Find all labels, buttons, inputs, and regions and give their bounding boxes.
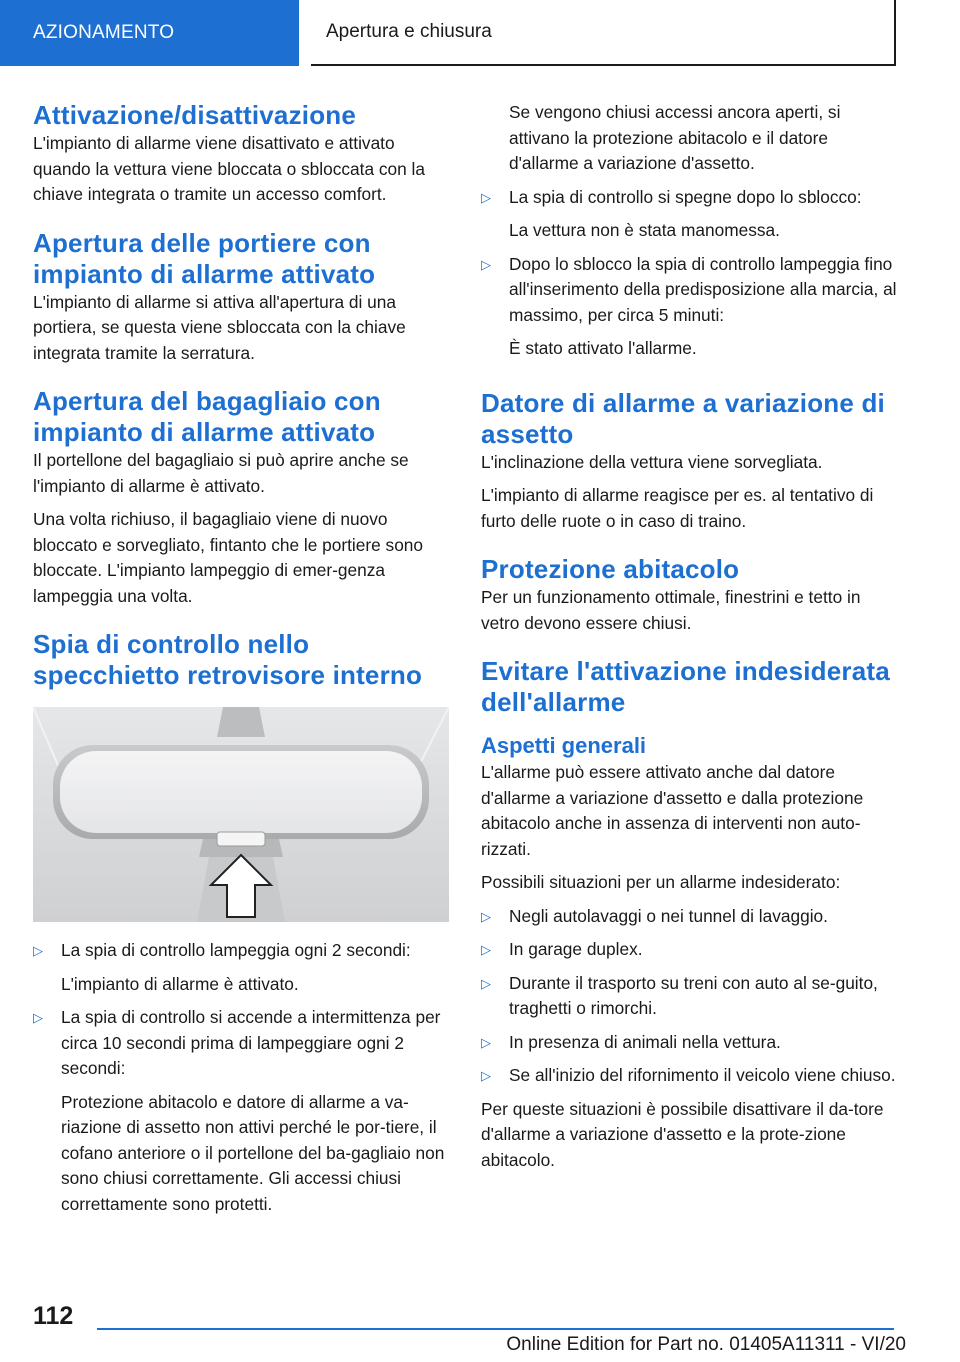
bullet-marker: ▷: [33, 1010, 43, 1025]
paragraph-final: Per queste situazioni è possibile disattivare il da-tore d'allarme a variazione d'assetto e la prote-zione abitacolo.: [481, 1098, 884, 1170]
heading-interior: Protezione abitacolo: [481, 554, 740, 584]
list-item: [481, 971, 901, 1022]
heading-doors: Apertura delle portiere con impianto di allarme attivato: [33, 227, 376, 289]
heading-activation: Attivazione/disattivazione: [33, 100, 357, 130]
list-item-text: In presenza di animali nella vettura.: [509, 1031, 781, 1052]
footer-rule: [97, 1328, 894, 1330]
list-item-subtext: L'impianto di allarme è attivato.: [61, 973, 299, 994]
paragraph-trunk-1: Il portellone del bagagliaio si può aprire anche se l'impianto di allarme è attivato.: [33, 450, 409, 496]
bullet-marker: ▷: [481, 189, 491, 205]
bullet-marker: ▷: [481, 908, 491, 924]
bullet-marker: ▷: [481, 1068, 491, 1083]
bullet-marker: ▷: [481, 975, 491, 991]
list-item-text: Negli autolavaggi o nei tunnel di lavaggio.: [509, 905, 828, 926]
heading-avoid: Evitare l'attivazione indesiderata dell'allarme: [481, 656, 890, 717]
situations-list: [481, 904, 901, 1089]
list-item-subtext: È stato attivato l'allarme.: [509, 338, 697, 358]
bullet-marker: ▷: [481, 942, 491, 957]
page-number: 112: [33, 1302, 74, 1330]
list-item: [481, 1030, 901, 1056]
right-column: [481, 100, 901, 1173]
paragraph-doors: L'impianto di allarme si attiva all'apertura di una portiera, se questa viene sbloccata con la chiave integrata tramite la serratura.: [33, 291, 406, 363]
paragraph-activation: L'impianto di allarme viene disattivato e attivato quando la vettura viene bloccata o sbloccata con la chiave integrata o tramite un accesso comfort.: [33, 133, 425, 204]
list-item-text: La spia di controllo si spegne dopo lo sblocco:: [509, 186, 862, 207]
paragraph-tilt-2: L'impianto di allarme reagisce per es. al tentativo di furto delle ruote o in caso di traino.: [481, 485, 874, 531]
list-item-text: Dopo lo sblocco la spia di controllo lampeggia fino all'inserimento della predisposizione alla marcia, al massimo, per circa 5 minuti:: [509, 253, 897, 325]
rear-view-mirror-image: [33, 707, 449, 922]
list-item-subtext: Protezione abitacolo e datore di allarme a va-riazione di assetto non attivi perché le por-tiere, il cofano anteriore o il portellone del ba-gagliaio non sono chiusi correttamente. Gli accessi chiusi correttamente sono protetti.: [61, 1091, 445, 1214]
edition-note: Online Edition for Part no. 01405A11311 - VI/20: [506, 1334, 906, 1355]
list-item-text: La spia di controllo si accende a intermittenza per circa 10 secondi prima di lampeggiare ogni 2 secondi:: [61, 1007, 441, 1078]
paragraph-interior: Per un funzionamento ottimale, finestrini e tetto in vetro devono essere chiusi.: [481, 587, 861, 633]
heading-indicator: Spia di controllo nello specchietto retrovisore interno: [33, 629, 423, 690]
mirror-illustration: [33, 707, 449, 922]
list-item-text: In garage duplex.: [509, 939, 643, 959]
heading-general: Aspetti generali: [481, 733, 647, 758]
heading-trunk: Apertura del bagagliaio con impianto di allarme attivato: [33, 386, 381, 447]
section-tab: [0, 0, 299, 66]
heading-tilt: Datore di allarme a variazione di assetto: [481, 387, 885, 449]
paragraph-tilt-1: L'inclinazione della vettura viene sorvegliata.: [481, 451, 823, 472]
paragraph-general-2: Possibili situazioni per un allarme indesiderato:: [481, 872, 841, 892]
paragraph-trunk-2: Una volta richiuso, il bagagliaio viene di nuovo bloccato e sorvegliato, fintanto che le portiere sono bloccate. L'impianto lampeggio di emer-genza lampeggia una volta.: [33, 509, 424, 606]
chapter-title: [311, 0, 896, 66]
list-item: [481, 185, 901, 244]
list-item-text: Durante il trasporto su treni con auto al se-guito, traghetti o rimorchi.: [509, 972, 878, 1018]
list-item: [33, 1005, 449, 1217]
indicator-list: [33, 938, 449, 1217]
section-tab-label: AZIONAMENTO: [33, 22, 175, 43]
bullet-marker: ▷: [481, 1034, 491, 1050]
unlock-list: [481, 185, 901, 362]
list-item-text: La spia di controllo lampeggia ogni 2 secondi:: [61, 940, 411, 960]
left-column: [33, 100, 449, 1217]
chapter-title-label: Apertura e chiusura: [326, 21, 492, 42]
list-item: [481, 1063, 901, 1089]
list-item: [481, 904, 901, 930]
bullet-marker: ▷: [33, 943, 43, 958]
bullet-marker: ▷: [481, 256, 491, 272]
list-item: [33, 938, 449, 997]
list-item: [481, 937, 901, 963]
list-item-subtext: La vettura non è stata manomessa.: [509, 220, 780, 240]
paragraph-continued: Se vengono chiusi accessi ancora aperti, si attivano la protezione abitacolo e il datore d'allarme a variazione d'assetto.: [509, 102, 841, 173]
paragraph-general-1: L'allarme può essere attivato anche dal datore d'allarme a variazione d'assetto e dalla protezione abitacolo anche in assenza di interventi non auto-rizzati.: [481, 762, 864, 859]
list-item-text: Se all'inizio del rifornimento il veicolo viene chiuso.: [509, 1065, 896, 1085]
list-item: [481, 252, 901, 362]
